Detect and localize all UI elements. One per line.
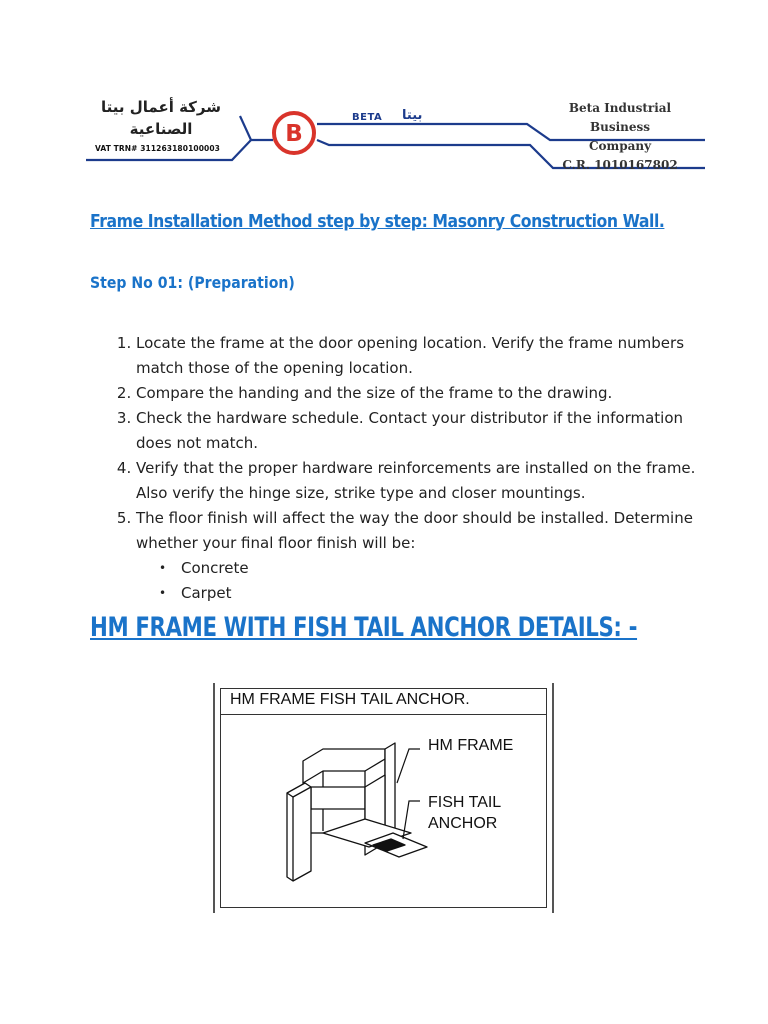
vat-number: VAT TRN# 311263180100003 <box>95 144 220 153</box>
company-name-english-line1: Beta Industrial Business <box>568 101 672 134</box>
step-item <box>136 456 716 506</box>
brand-name-ar: بيتا <box>402 108 423 123</box>
commercial-registration: C.R. 1010167802 <box>562 158 678 172</box>
step-item <box>136 406 716 456</box>
label-hm-frame: HM FRAME <box>428 737 514 754</box>
company-name-english-line2: Company <box>588 139 652 153</box>
step-text: Verify that the proper hardware reinforcements are installed on the frame. Also verify the hinge size, strike type and closer mountings. <box>136 459 696 502</box>
frame-anchor-drawing <box>215 683 556 913</box>
company-name-arabic <box>96 96 226 140</box>
company-name-english <box>540 99 700 175</box>
step-heading: Step No 01: (Preparation) <box>90 273 295 292</box>
step-text: Locate the frame at the door opening location. Verify the frame numbers match those of the opening location. <box>136 334 685 377</box>
steps-list <box>90 331 716 606</box>
figure-title: HM FRAME FISH TAIL ANCHOR. <box>230 691 470 708</box>
label-fish-tail-line2: ANCHOR <box>428 815 498 832</box>
step-text: Check the hardware schedule. Contact your distributor if the information does not match. <box>136 409 684 452</box>
step-text: The floor finish will affect the way the door should be installed. Determine whether your final floor finish will be: <box>136 509 693 552</box>
step-item <box>136 331 716 381</box>
document-title: Frame Installation Method step by step: Masonry Construction Wall. <box>90 211 665 232</box>
company-name-arabic-line2: الصناعية <box>129 120 193 138</box>
step-item <box>136 506 716 606</box>
logo-letter: B <box>285 121 303 147</box>
floor-option: • Carpet <box>181 581 716 606</box>
step-text: Compare the handing and the size of the frame to the drawing. <box>136 384 613 402</box>
brand-name-en: BETA <box>352 112 383 123</box>
letterhead <box>0 0 768 190</box>
floor-option: • Concrete <box>181 556 716 581</box>
anchor-detail-figure <box>213 683 554 913</box>
floor-options-list <box>136 556 716 606</box>
section-heading: HM FRAME WITH FISH TAIL ANCHOR DETAILS: - <box>90 612 638 643</box>
company-logo <box>271 110 317 156</box>
company-name-arabic-line1: شركة أعمال بيتا <box>101 98 221 116</box>
step-item <box>136 381 716 406</box>
label-fish-tail-line1: FISH TAIL <box>428 794 502 811</box>
